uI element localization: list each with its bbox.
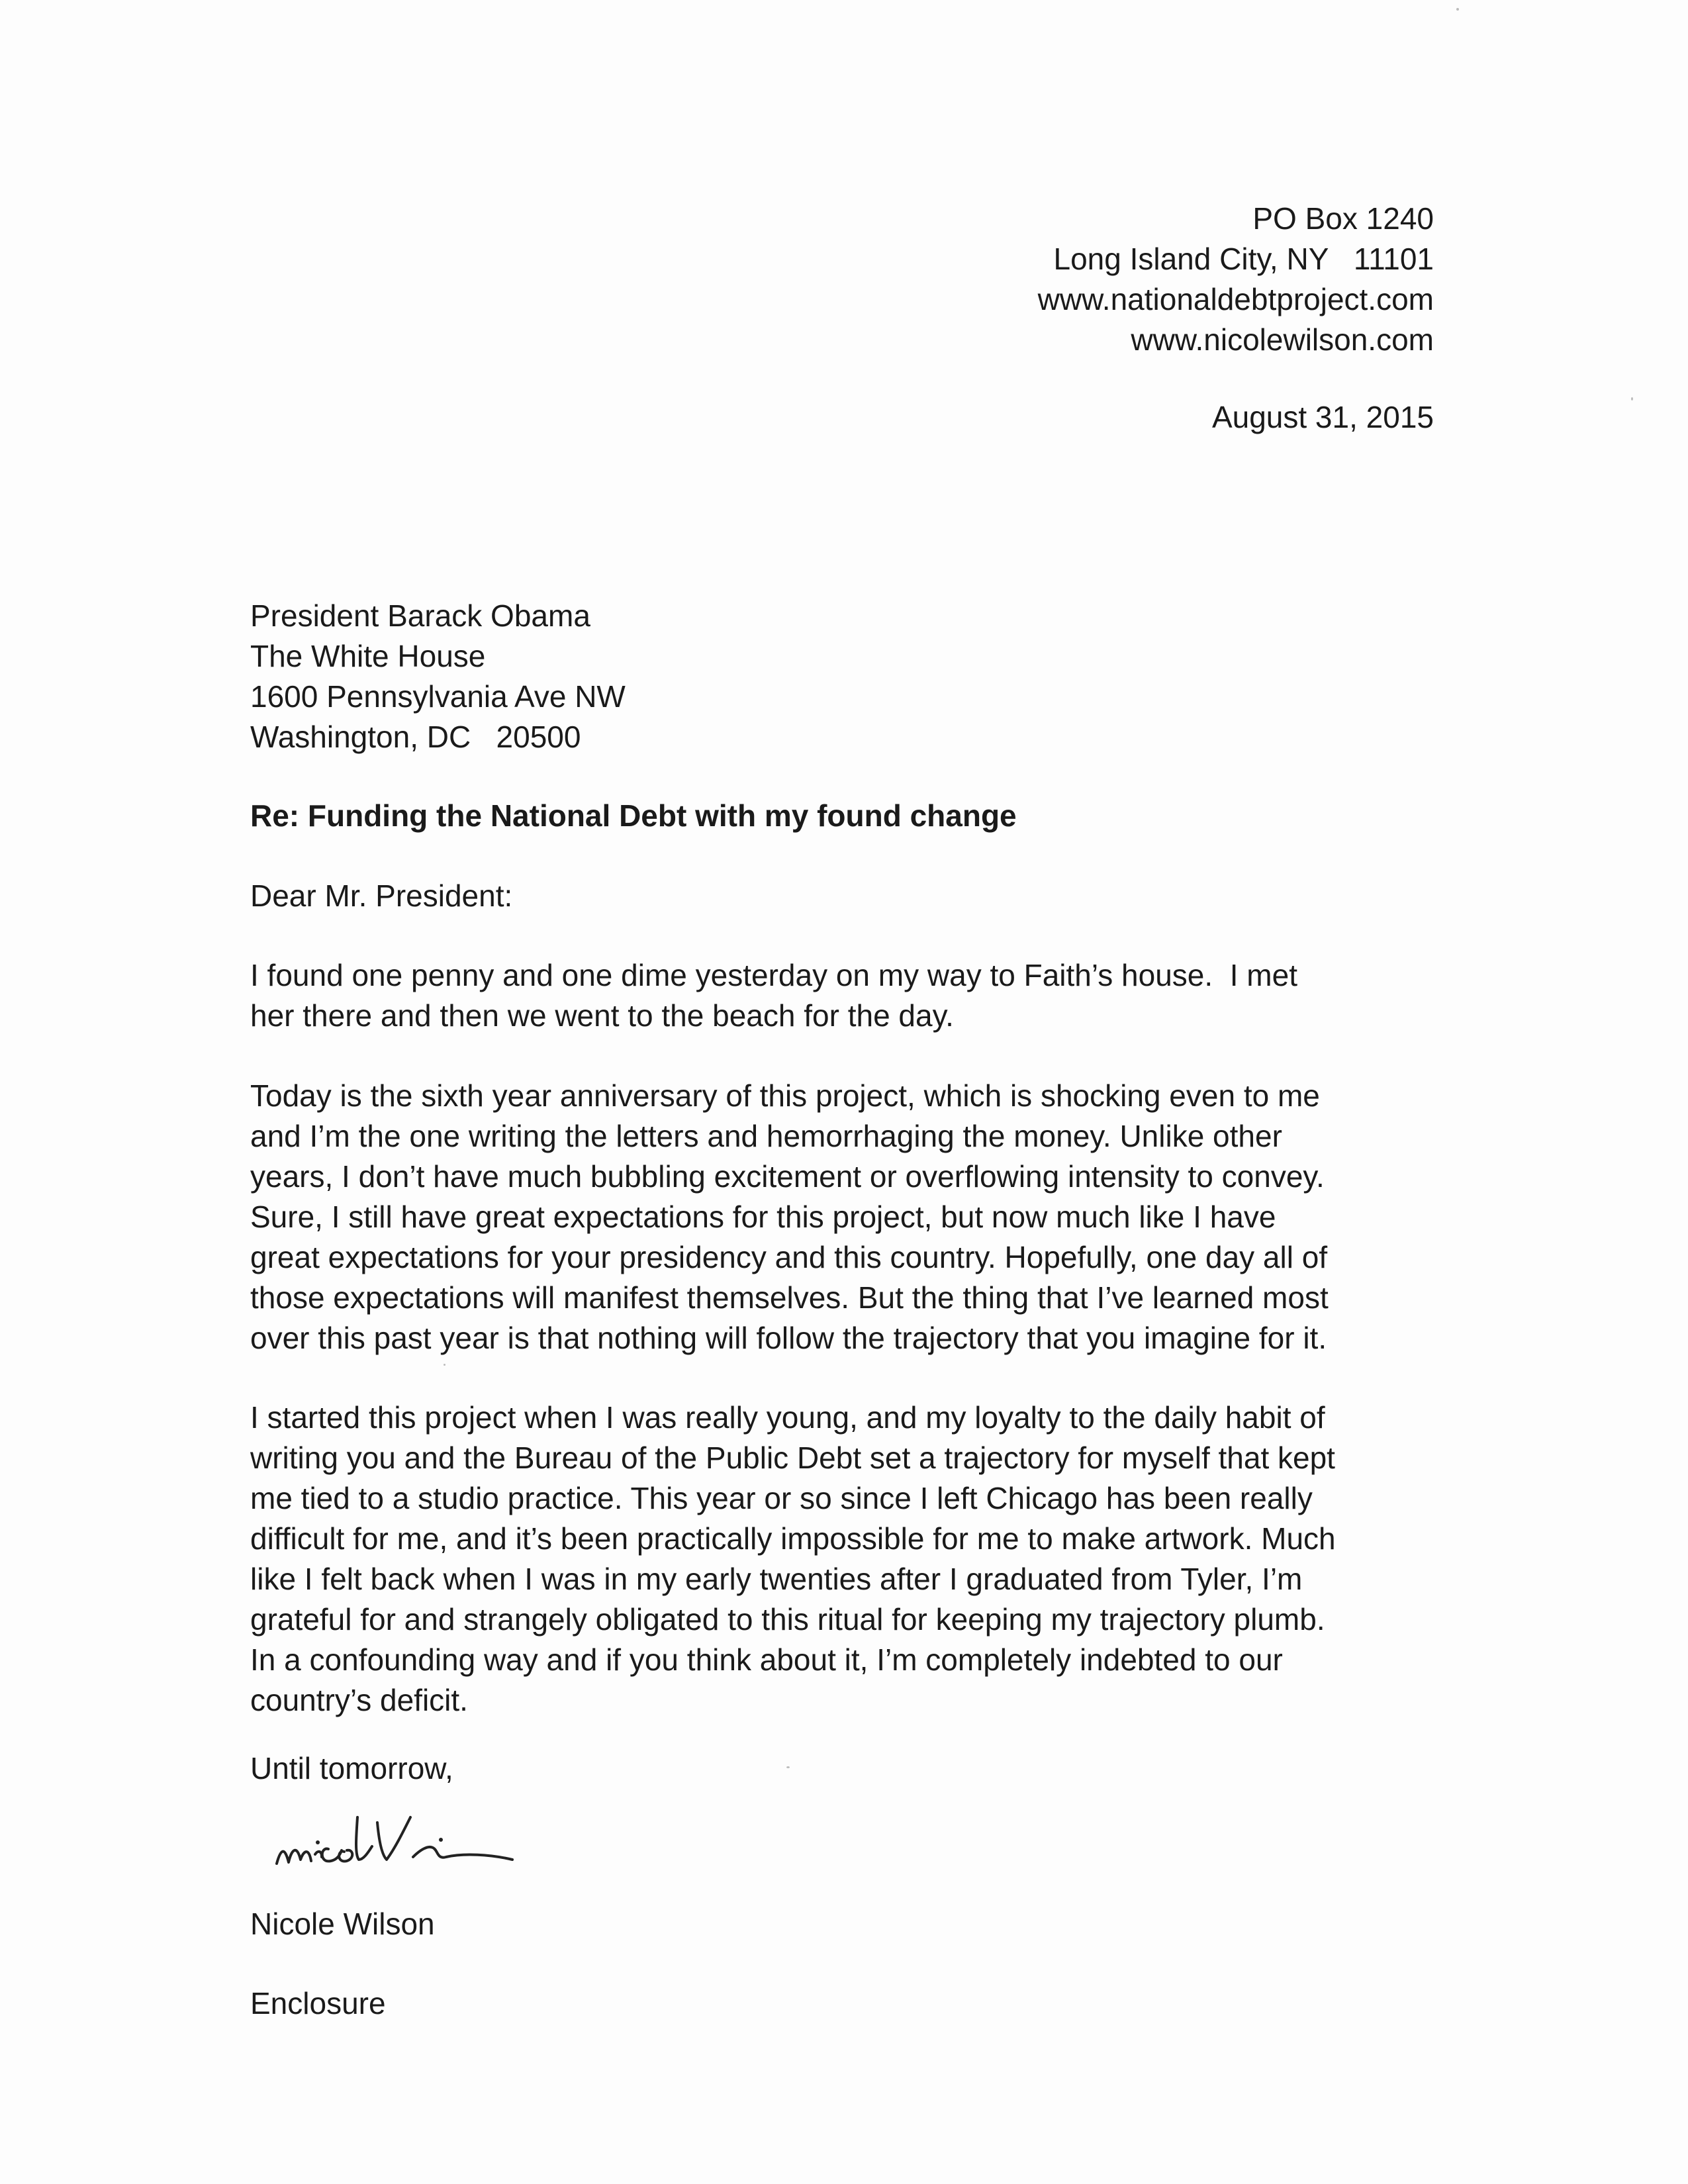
paragraph-line: those expectations will manifest themselves. But the thing that I’ve learned most xyxy=(250,1280,1329,1315)
body-paragraph-1 xyxy=(250,955,1442,1036)
paragraph-line: grateful for and strangely obligated to this ritual for keeping my trajectory plumb. xyxy=(250,1602,1325,1637)
body-paragraph-2 xyxy=(250,1076,1442,1358)
paragraph-line: Sure, I still have great expectations for this project, but now much like I have xyxy=(250,1200,1276,1234)
paragraph-line: In a confounding way and if you think about it, I’m completely indebted to our xyxy=(250,1642,1283,1677)
paragraph-line: difficult for me, and it’s been practically impossible for me to make artwork. Much xyxy=(250,1521,1336,1556)
scan-speck xyxy=(444,1364,445,1366)
recipient-name: President Barack Obama xyxy=(250,598,590,633)
recipient-address xyxy=(250,596,626,757)
closing: Until tomorrow, xyxy=(250,1751,453,1785)
sender-website-project: www.nationaldebtproject.com xyxy=(1037,282,1434,316)
paragraph-line: I started this project when I was really young, and my loyalty to the daily habit of xyxy=(250,1400,1325,1435)
recipient-street: 1600 Pennsylvania Ave NW xyxy=(250,679,626,714)
paragraph-line: years, I don’t have much bubbling excitement or overflowing intensity to convey. xyxy=(250,1159,1325,1194)
paragraph-line: her there and then we went to the beach for the day. xyxy=(250,998,954,1033)
scan-speck xyxy=(1456,8,1459,11)
signatory-name: Nicole Wilson xyxy=(250,1907,435,1941)
paragraph-line: like I felt back when I was in my early twenties after I graduated from Tyler, I’m xyxy=(250,1562,1303,1596)
recipient-organization: The White House xyxy=(250,639,486,673)
enclosure-note: Enclosure xyxy=(250,1986,386,2020)
sender-po-box: PO Box 1240 xyxy=(1252,201,1434,236)
sender-website-personal: www.nicolewilson.com xyxy=(1131,322,1434,357)
handwritten-signature xyxy=(271,1791,616,1883)
scan-speck xyxy=(786,1766,790,1768)
paragraph-line: over this past year is that nothing will follow the trajectory that you imagine for it. xyxy=(250,1321,1327,1355)
body-paragraph-3 xyxy=(250,1398,1442,1721)
paragraph-line: Today is the sixth year anniversary of this project, which is shocking even to me xyxy=(250,1078,1320,1113)
salutation: Dear Mr. President: xyxy=(250,878,513,913)
recipient-city-state-zip: Washington, DC 20500 xyxy=(250,720,581,754)
paragraph-line: me tied to a studio practice. This year or so since I left Chicago has been really xyxy=(250,1481,1313,1515)
paragraph-line: I found one penny and one dime yesterday on my way to Faith’s house. I met xyxy=(250,958,1297,992)
sender-address xyxy=(1038,199,1434,360)
scan-speck xyxy=(1631,397,1633,401)
sender-city-state-zip: Long Island City, NY 11101 xyxy=(1053,242,1434,276)
paragraph-line: country’s deficit. xyxy=(250,1683,468,1717)
paragraph-line: writing you and the Bureau of the Public Debt set a trajectory for myself that kept xyxy=(250,1441,1335,1475)
paragraph-line: great expectations for your presidency and this country. Hopefully, one day all of xyxy=(250,1240,1328,1274)
paragraph-line: and I’m the one writing the letters and hemorrhaging the money. Unlike other xyxy=(250,1119,1282,1153)
letter-date: August 31, 2015 xyxy=(1211,400,1434,434)
subject-line: Re: Funding the National Debt with my found change xyxy=(250,798,1017,833)
